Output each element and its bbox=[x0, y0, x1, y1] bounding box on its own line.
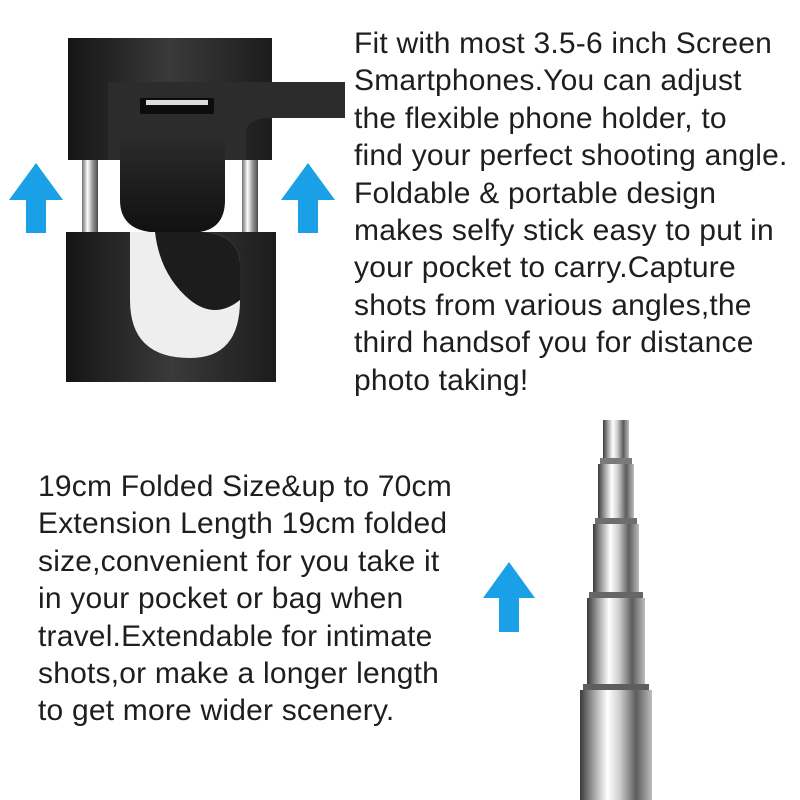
up-arrow-icon bbox=[281, 163, 335, 233]
description-top: Fit with most 3.5-6 inch Screen Smartphones.You can adjust the flexible phone holder, to find your perfect shooting angle. Foldable & portable design makes selfy stick easy to put in your pocket to carry.Capture shots from various angles,the third handsof you for distance photo taking! bbox=[354, 27, 788, 397]
telescopic-pole-image bbox=[460, 410, 800, 800]
up-arrow-icon bbox=[9, 163, 63, 233]
up-arrow-icon bbox=[483, 562, 535, 632]
description-bottom: 19cm Folded Size&up to 70cm Extension Length 19cm folded size,convenient for you take it in your pocket or bag when travel.Extendable for intimate shots,or make a longer length to get more wider scenery. bbox=[38, 470, 452, 728]
phone-holder-image bbox=[0, 0, 350, 400]
